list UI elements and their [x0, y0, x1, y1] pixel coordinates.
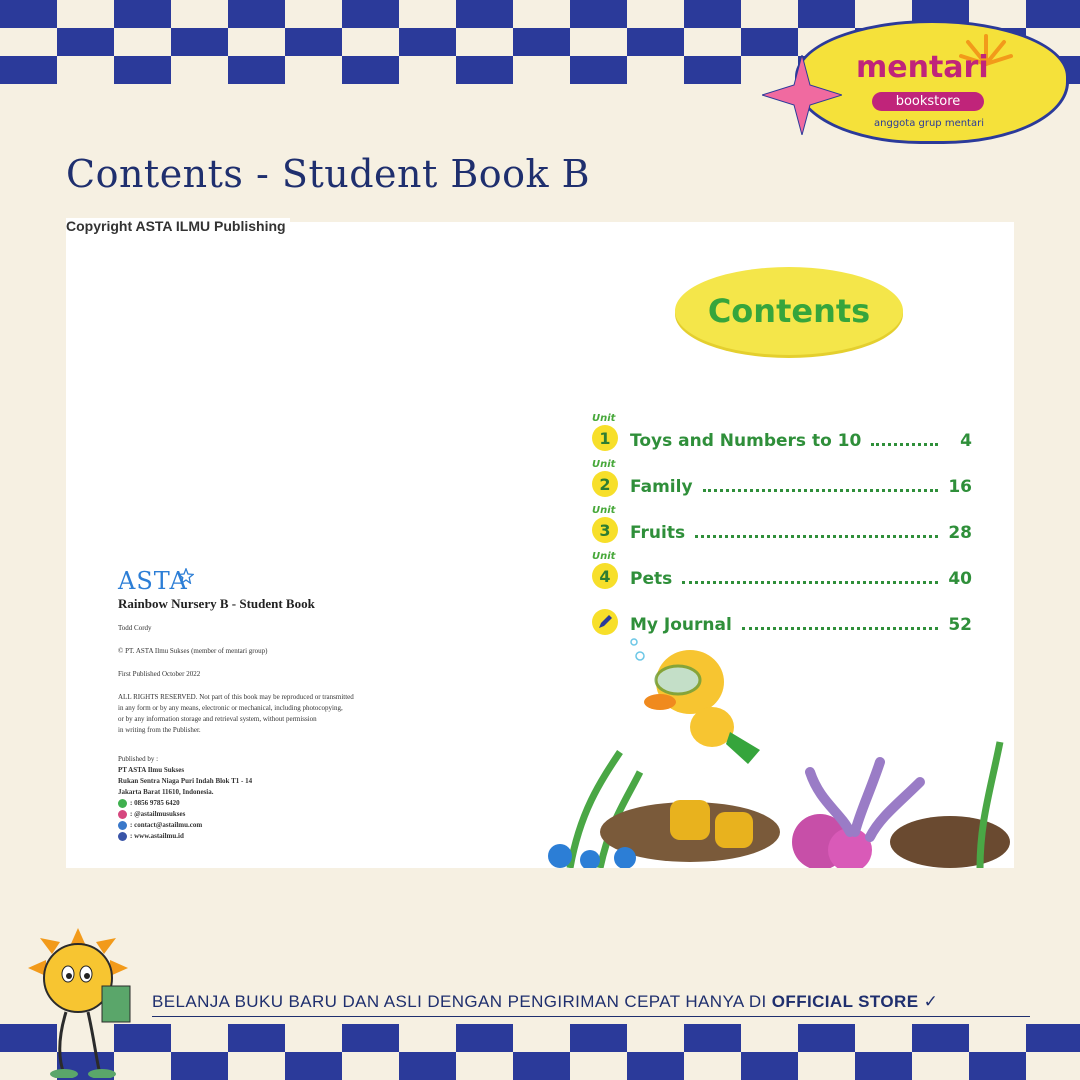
- checker-cell: [798, 1052, 855, 1080]
- coral-reef-illustration: [540, 722, 1014, 868]
- whatsapp-icon: [118, 799, 127, 808]
- unit-title: Family: [630, 477, 693, 497]
- checker-cell: [57, 28, 114, 56]
- rights-line: in any form or by any means, electronic or mechanical, including photocopying,: [118, 704, 343, 712]
- journal-page: 52: [948, 615, 972, 635]
- pencil-icon: [592, 609, 618, 635]
- checker-cell: [855, 1052, 912, 1080]
- unit-number: 3: [592, 517, 618, 543]
- contact-row: [118, 831, 252, 842]
- checker-cell: [798, 0, 855, 28]
- checker-cell: [912, 1052, 969, 1080]
- leader-dots: [695, 535, 938, 538]
- rights-holder: © PT. ASTA Ilmu Sukses (member of mentari group): [118, 647, 268, 655]
- checker-cell: [114, 56, 171, 84]
- book-title: Rainbow Nursery B - Student Book: [118, 596, 315, 611]
- checker-cell: [57, 56, 114, 84]
- checker-cell: [228, 0, 285, 28]
- unit-page: 16: [948, 477, 972, 497]
- brand-tagline: anggota grup mentari: [874, 118, 984, 129]
- checker-cell: [627, 28, 684, 56]
- checker-cell: [171, 0, 228, 28]
- publisher-block: [118, 754, 252, 842]
- unit-number: 2: [592, 471, 618, 497]
- checker-cell: [456, 1024, 513, 1052]
- checker-cell: [855, 1024, 912, 1052]
- contact-row: [118, 820, 252, 831]
- instagram-icon: [118, 810, 127, 819]
- publisher-logo: ASTA: [118, 567, 188, 595]
- checker-cell: [456, 0, 513, 28]
- checker-cell: [342, 1024, 399, 1052]
- checker-cell: [342, 1052, 399, 1080]
- leader-dots: [703, 489, 938, 492]
- checker-cell: [171, 56, 228, 84]
- checker-cell: [570, 1024, 627, 1052]
- unit-title: Fruits: [630, 523, 686, 543]
- checker-cell: [627, 0, 684, 28]
- toc-row: [592, 413, 972, 451]
- copyright-text: Copyright ASTA ILMU Publishing: [66, 218, 290, 234]
- checker-cell: [684, 0, 741, 28]
- unit-title: Toys and Numbers to 10: [630, 431, 862, 451]
- checker-cell: [114, 0, 171, 28]
- checker-cell: [399, 0, 456, 28]
- checker-cell: [0, 56, 57, 84]
- right-page: [540, 222, 1014, 868]
- checker-cell: [627, 1052, 684, 1080]
- checker-cell: [513, 1052, 570, 1080]
- check-icon: ✓: [923, 992, 939, 1011]
- page-heading: Contents - Student Book B: [66, 152, 591, 196]
- rights-notice: [118, 692, 354, 736]
- checker-cell: [0, 28, 57, 56]
- contact-text: : @astailmusukses: [130, 810, 186, 818]
- toc-row: [592, 505, 972, 543]
- checker-cell: [342, 56, 399, 84]
- checker-cell: [342, 0, 399, 28]
- checker-cell: [570, 28, 627, 56]
- journal-title: My Journal: [630, 615, 732, 635]
- checker-cell: [513, 28, 570, 56]
- checker-cell: [570, 0, 627, 28]
- contact-text: : contact@astailmu.com: [130, 821, 203, 829]
- leader-dots: [742, 627, 938, 630]
- unit-page: 28: [948, 523, 972, 543]
- checker-cell: [570, 1052, 627, 1080]
- checker-cell: [798, 1024, 855, 1052]
- checker-cell: [741, 1024, 798, 1052]
- first-published: First Published October 2022: [118, 670, 201, 678]
- globe-icon: [118, 832, 127, 841]
- checker-cell: [1026, 0, 1080, 28]
- checker-cell: [741, 1052, 798, 1080]
- checker-cell: [228, 56, 285, 84]
- unit-page: 40: [948, 569, 972, 589]
- checker-cell: [912, 1024, 969, 1052]
- checker-cell: [969, 1052, 1026, 1080]
- contact-row: [118, 809, 252, 820]
- checker-cell: [1026, 1024, 1080, 1052]
- checker-cell: [171, 28, 228, 56]
- checker-cell: [285, 0, 342, 28]
- checker-cell: [684, 28, 741, 56]
- checker-cell: [684, 1024, 741, 1052]
- published-by-label: Published by :: [118, 755, 159, 763]
- unit-label: Unit: [592, 505, 616, 516]
- unit-label: Unit: [592, 459, 616, 470]
- checker-cell: [399, 1052, 456, 1080]
- checker-cell: [513, 56, 570, 84]
- brand-pill: bookstore: [872, 92, 984, 111]
- unit-label: Unit: [592, 413, 616, 424]
- contact-text: : 0856 9785 6420: [130, 799, 180, 807]
- checker-cell: [285, 1052, 342, 1080]
- leader-dots: [682, 581, 938, 584]
- checker-cell: [114, 28, 171, 56]
- checker-cell: [684, 1052, 741, 1080]
- promo-banner: [152, 992, 1030, 1017]
- author: Todd Cordy: [118, 624, 152, 632]
- left-page: [66, 222, 536, 868]
- checker-cell: [513, 0, 570, 28]
- checker-cell: [399, 56, 456, 84]
- checker-cell: [456, 1052, 513, 1080]
- checker-cell: [342, 28, 399, 56]
- checker-cell: [627, 56, 684, 84]
- checker-cell: [741, 28, 798, 56]
- toc-row: [592, 459, 972, 497]
- publisher-name: PT ASTA Ilmu Sukses: [118, 766, 185, 774]
- checker-cell: [399, 1024, 456, 1052]
- banner-bold: OFFICIAL STORE: [771, 992, 919, 1011]
- checkerboard-bottom: [0, 1024, 1080, 1080]
- unit-label: Unit: [592, 551, 616, 562]
- checker-cell: [228, 1024, 285, 1052]
- unit-page: 4: [960, 431, 972, 451]
- checker-cell: [228, 28, 285, 56]
- rights-line: or by any information storage and retrieval system, without permission: [118, 715, 317, 723]
- checker-cell: [399, 28, 456, 56]
- checker-cell: [627, 1024, 684, 1052]
- brand-name: mentari: [856, 50, 989, 85]
- contents-badge: [675, 267, 903, 355]
- checker-cell: [171, 1024, 228, 1052]
- toc-row: [592, 551, 972, 589]
- contact-row: [118, 798, 252, 809]
- checker-cell: [285, 56, 342, 84]
- unit-number: 1: [592, 425, 618, 451]
- checker-cell: [741, 0, 798, 28]
- rights-line: in writing from the Publisher.: [118, 726, 201, 734]
- address-line: Jakarta Barat 11610, Indonesia.: [118, 788, 214, 796]
- checker-cell: [57, 0, 114, 28]
- contact-text: : www.astailmu.id: [130, 832, 184, 840]
- unit-number: 4: [592, 563, 618, 589]
- checker-cell: [684, 56, 741, 84]
- checker-cell: [171, 1052, 228, 1080]
- checker-cell: [570, 56, 627, 84]
- checker-cell: [228, 1052, 285, 1080]
- checker-cell: [285, 28, 342, 56]
- checker-cell: [0, 0, 57, 28]
- sun-mascot-illustration: [18, 928, 148, 1078]
- address-line: Rukan Sentra Niaga Puri Indah Blok T1 - 14: [118, 777, 253, 785]
- checker-cell: [969, 1024, 1026, 1052]
- banner-text: BELANJA BUKU BARU DAN ASLI DENGAN PENGIRIMAN CEPAT HANYA DI: [152, 992, 772, 1011]
- checker-cell: [456, 28, 513, 56]
- mail-icon: [118, 821, 127, 830]
- contents-title: Contents: [707, 292, 871, 330]
- checker-cell: [456, 56, 513, 84]
- star-icon: [178, 568, 194, 584]
- checker-cell: [1026, 1052, 1080, 1080]
- unit-title: Pets: [630, 569, 673, 589]
- leader-dots: [871, 443, 938, 446]
- checker-cell: [285, 1024, 342, 1052]
- sparkle-icon: [762, 55, 842, 135]
- rights-line: ALL RIGHTS RESERVED. Not part of this book may be reproduced or transmitted: [118, 693, 354, 701]
- checker-cell: [513, 1024, 570, 1052]
